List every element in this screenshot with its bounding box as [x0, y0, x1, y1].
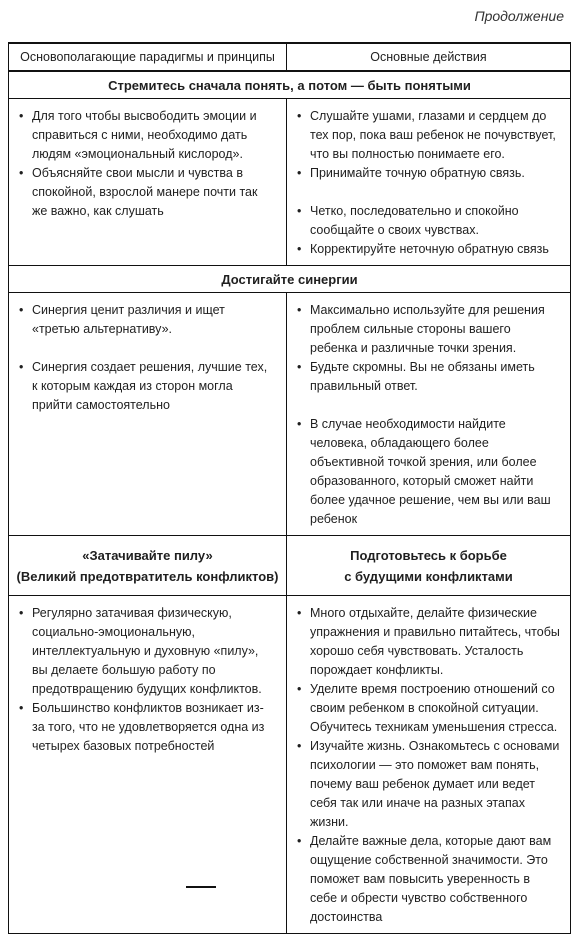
bullet-icon: •	[19, 701, 24, 715]
action-cell	[287, 99, 571, 266]
list-item-text: Синергия ценит различия и ищет «третью альтернативу».	[32, 303, 225, 336]
bullet-icon: •	[19, 303, 24, 317]
list-item-text: В случае необходимости найдите человека, обладающего более объективной точкой зрения, или более образованного, который сможет найти более удачное решение, чем вы или ваш ребенок	[310, 417, 551, 526]
principles-table	[8, 42, 571, 934]
action-cell	[287, 596, 571, 934]
bullet-icon: •	[19, 606, 24, 620]
list-item-text: Принимайте точную обратную связь.	[310, 166, 525, 180]
bullet-icon: •	[297, 360, 302, 374]
footer-rule	[186, 886, 216, 888]
list-item-text: Будьте скромны. Вы не обязаны иметь правильный ответ.	[310, 360, 535, 393]
subheader-line: Подготовьтесь к борьбе	[350, 548, 507, 563]
bullet-icon: •	[297, 682, 302, 696]
action-cell	[287, 293, 571, 536]
subheader-prepare-conflicts	[287, 536, 571, 596]
list-item	[19, 301, 276, 339]
list-item-text: Синергия создает решения, лучшие тех, к которым каждая из сторон могла прийти самостоятельно	[32, 360, 268, 412]
bullet-icon: •	[297, 166, 302, 180]
list-item	[297, 107, 560, 164]
list-item	[297, 358, 560, 396]
list-item-text: Объясняйте свои мысли и чувства в спокойной, взрослой манере почти так же важно, как слушать	[32, 166, 258, 218]
subheader-line: с будущими конфликтами	[344, 569, 513, 584]
bullet-icon: •	[297, 204, 302, 218]
list-item	[297, 240, 560, 259]
bullet-icon: •	[297, 303, 302, 317]
paradigm-cell	[9, 99, 287, 266]
bullet-icon: •	[297, 417, 302, 431]
subheader-row	[9, 536, 571, 596]
subheader-sharpen-saw	[9, 536, 287, 596]
list-item-text: Много отдыхайте, делайте физические упражнения и правильно питайтесь, чтобы хорошо себя чувствовать. Усталость порождает конфликты.	[310, 606, 560, 677]
list-item	[19, 107, 276, 164]
list-item	[19, 604, 276, 699]
bullet-icon: •	[19, 360, 24, 374]
list-item-text: Изучайте жизнь. Ознакомьтесь с основами психологии — это поможет вам понять, почему ваш ребенок думает или ведет себя так или иначе на разных этапах жизни.	[310, 739, 560, 829]
bullet-icon: •	[19, 166, 24, 180]
table-row	[9, 99, 571, 266]
bullet-icon: •	[297, 242, 302, 256]
list-item	[297, 680, 560, 737]
list-item	[297, 164, 560, 183]
paradigm-cell	[9, 596, 287, 934]
list-item-text: Слушайте ушами, глазами и сердцем до тех пор, пока ваш ребенок не почувствует, что вы полностью понимаете его.	[310, 109, 556, 161]
list-item	[297, 737, 560, 832]
list-item	[19, 164, 276, 221]
subheader-line: (Великий предотвратитель конфликтов)	[16, 569, 279, 584]
bullet-icon: •	[19, 109, 24, 123]
list-item	[297, 415, 560, 529]
list-item-text: Корректируйте неточную обратную связь	[310, 242, 549, 256]
bullet-icon: •	[297, 834, 302, 848]
list-item-text: Регулярно затачивая физическую, социально-эмоциональную, интеллектуальную и духовную «пилу», вы делаете большую работу по предотвращению будущих конфликтов.	[32, 606, 262, 696]
list-item	[297, 832, 560, 927]
list-item-text: Максимально используйте для решения проблем сильные стороны вашего ребенка и различные точки зрения.	[310, 303, 545, 355]
column-header-actions: Основные действия	[287, 43, 571, 71]
section-title-row	[9, 71, 571, 99]
page-header-continued: Продолжение	[474, 8, 564, 24]
column-header-paradigms: Основополагающие парадигмы и принципы	[9, 43, 287, 71]
bullet-icon: •	[297, 606, 302, 620]
list-item-text: Четко, последовательно и спокойно сообщайте о своих чувствах.	[310, 204, 519, 237]
list-item	[297, 301, 560, 358]
paradigm-cell	[9, 293, 287, 536]
list-item	[19, 699, 276, 756]
section-title-understand: Стремитесь сначала понять, а потом — быть понятыми	[9, 71, 571, 99]
table-header-row	[9, 43, 571, 71]
bullet-icon: •	[297, 739, 302, 753]
list-item-text: Делайте важные дела, которые дают вам ощущение собственной значимости. Это поможет вам повысить уверенность в себе и обрести чувство собственного достоинства	[310, 834, 552, 924]
section-title-synergy: Достигайте синергии	[9, 266, 571, 293]
subheader-line: «Затачивайте пилу»	[82, 548, 213, 563]
list-item-text: Большинство конфликтов возникает из-за того, что не удовлетворяется одна из четырех базовых потребностей	[32, 701, 265, 753]
bullet-icon: •	[297, 109, 302, 123]
table-row	[9, 293, 571, 536]
table-row	[9, 596, 571, 934]
list-item-text: Для того чтобы высвободить эмоции и справиться с ними, необходимо дать людям «эмоциональный кислород».	[32, 109, 257, 161]
list-item	[297, 604, 560, 680]
list-item-text: Уделите время построению отношений со своим ребенком в спокойной ситуации. Обучитесь техникам уменьшения стресса.	[310, 682, 558, 734]
list-item	[19, 358, 276, 415]
section-title-row	[9, 266, 571, 293]
list-item	[297, 202, 560, 240]
